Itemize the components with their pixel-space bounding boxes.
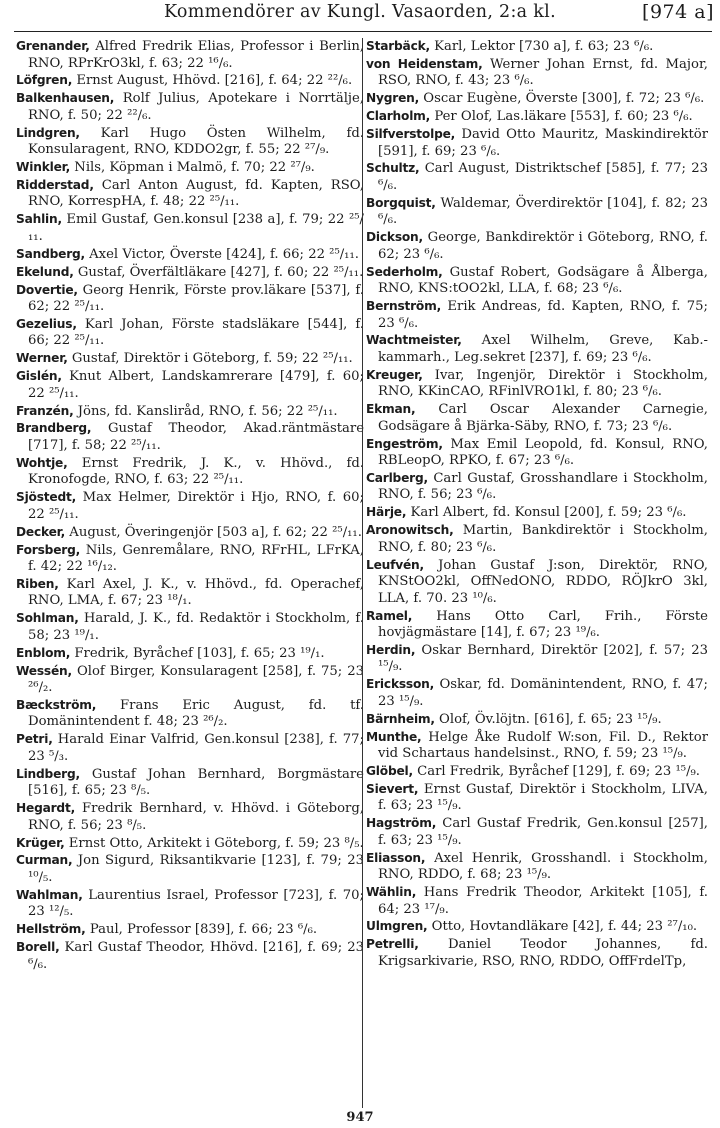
entry-surname: Dickson, xyxy=(366,230,423,245)
register-entry xyxy=(366,676,708,710)
entry-surname: Hellström, xyxy=(16,922,86,937)
register-entry xyxy=(16,264,364,282)
entry-surname: Borgquist, xyxy=(366,195,436,210)
entry-details: Knut Albert, Landskamrerare [479], f. 60; 22 ²⁵/₁₁. xyxy=(28,369,364,401)
entry-details: Karl Axel, J. K., v. Hhövd., fd. Operachef, RNO, LMA, f. 67; 23 ¹⁸/₁. xyxy=(28,576,364,609)
entry-surname: Borell, xyxy=(16,940,60,955)
register-entry xyxy=(366,401,708,435)
register-entry xyxy=(16,663,364,697)
register-entry xyxy=(16,645,364,663)
entry-surname: Balkenhausen, xyxy=(16,91,115,106)
entry-details: Carl Gustaf, Grosshandlare i Stockholm, RNO, f. 56; 23 ⁶/₆. xyxy=(378,470,708,503)
entry-surname: Ericksson, xyxy=(366,677,435,692)
entry-surname: Starbäck, xyxy=(366,39,430,53)
entry-surname: Decker, xyxy=(16,524,66,539)
register-entry xyxy=(366,504,708,522)
register-entry xyxy=(16,576,364,610)
register-entry xyxy=(366,815,708,849)
entry-details: Axel Henrik, Grosshandl. i Stockholm, RNO, RDDO, f. 68; 23 ¹⁵/₉. xyxy=(378,850,708,883)
register-entry xyxy=(16,177,364,211)
entry-details: Erik Andreas, fd. Kapten, RNO, f. 75; 23 ⁶/₆. xyxy=(378,299,708,331)
entry-details: Per Olof, Las.läkare [553], f. 60; 23 ⁶/₆. xyxy=(430,109,693,125)
entry-details: Rolf Julius, Apotekare i Norrtälje, RNO, f. 50; 22 ²²/₆. xyxy=(28,91,364,123)
entry-details: Olof, Öv.löjtn. [616], f. 65; 23 ¹⁵/₉. xyxy=(434,711,662,727)
entry-details: Gustaf Theodor, Akad.räntmästare [717], f. 58; 22 ²⁵/₁₁. xyxy=(28,421,364,453)
register-entry xyxy=(16,211,364,245)
entry-details: Carl August, Distriktschef [585], f. 77; 23 ⁶/₆. xyxy=(378,161,708,193)
register-entry xyxy=(366,557,708,608)
register-entry xyxy=(16,368,364,402)
register-entry xyxy=(366,918,708,936)
entry-surname: Eliasson, xyxy=(366,850,426,865)
register-entry xyxy=(16,887,364,921)
register-entry xyxy=(366,884,708,918)
entry-surname: Nygren, xyxy=(366,91,420,106)
entry-details: Daniel Teodor Johannes, fd. Krigsarkivarie, RSO, RNO, RDDO, OffFrdelTp, xyxy=(378,937,708,969)
entry-details: Max Emil Leopold, fd. Konsul, RNO, RBLeopO, RPKO, f. 67; 23 ⁶/₆. xyxy=(378,436,708,469)
entry-details: Alfred Fredrik Elias, Professor i Berlin, RNO, RPrKrO3kl, f. 63; 22 ¹⁶/₆. xyxy=(28,39,364,71)
register-entry xyxy=(16,766,364,800)
entry-surname: Brandberg, xyxy=(16,421,92,436)
entry-details: Axel Victor, Överste [424], f. 66; 22 ²⁵/₁₁. xyxy=(84,246,359,262)
entry-surname: Wohtje, xyxy=(16,455,68,470)
entry-surname: Dovertie, xyxy=(16,282,78,297)
register-entry xyxy=(366,729,708,763)
entry-surname: Sederholm, xyxy=(366,264,443,279)
entry-details: Karl Hugo Östen Wilhelm, fd. Konsularagent, RNO, KDDO2gr, f. 55; 22 ²⁷/₉. xyxy=(28,125,364,158)
column-divider xyxy=(362,38,363,1108)
register-entry xyxy=(366,781,708,815)
entry-details: Hans Fredrik Theodor, Arkitekt [105], f. 64; 23 ¹⁷/₉. xyxy=(378,885,708,917)
entry-surname: Wählin, xyxy=(366,885,417,900)
entry-surname: Sandberg, xyxy=(16,246,85,261)
entry-details: Fredrik Bernhard, v. Hhövd. i Göteborg, RNO, f. 56; 23 ⁸/₅. xyxy=(28,801,364,833)
entry-surname: Lindberg, xyxy=(16,766,80,781)
entry-details: Gustaf, Överfältläkare [427], f. 60; 22 ²⁵/₁₁. xyxy=(73,264,364,280)
entry-details: Karl Albert, fd. Konsul [200], f. 59; 23 ⁶/₆. xyxy=(406,505,687,521)
register-entry xyxy=(16,455,364,489)
entry-surname: Ridderstad, xyxy=(16,177,94,192)
register-entry xyxy=(366,56,708,90)
entry-details: Ivar, Ingenjör, Direktör i Stockholm, RNO, KKinCAO, RFinlVRO1kl, f. 80; 23 ⁶/₆. xyxy=(378,367,708,400)
entry-surname: Löfgren, xyxy=(16,73,73,88)
entry-details: Carl Fredrik, Byråchef [129], f. 69; 23 ¹⁵/₉. xyxy=(412,763,700,779)
entry-surname: Krüger, xyxy=(16,835,65,850)
register-entry xyxy=(16,800,364,834)
entry-details: Max Helmer, Direktör i Hjo, RNO, f. 60; 22 ²⁵/₁₁. xyxy=(28,490,364,522)
entry-surname: Forsberg, xyxy=(16,542,81,557)
register-entry xyxy=(366,763,708,781)
register-entry xyxy=(366,108,708,126)
register-entry xyxy=(16,731,364,765)
register-entry xyxy=(16,489,364,523)
entry-details: Frans Eric August, fd. tf. Domänintendent f. 48; 23 ²⁶/₂. xyxy=(28,697,364,730)
entry-details: Waldemar, Överdirektör [104], f. 82; 23 ⁶/₆. xyxy=(378,195,708,228)
entry-details: Carl Anton August, fd. Kapten, RSO, RNO, KorrespHA, f. 48; 22 ²⁵/₁₁. xyxy=(28,177,364,210)
register-entry xyxy=(16,610,364,644)
register-entry xyxy=(16,246,364,264)
entry-details: Axel Wilhelm, Greve, Kab.-kammarh., Leg.sekret [237], f. 69; 23 ⁶/₆. xyxy=(378,333,708,365)
entry-details: Werner Johan Ernst, fd. Major, RSO, RNO, f. 43; 23 ⁶/₆. xyxy=(378,56,708,89)
register-entry xyxy=(16,159,364,177)
register-entry xyxy=(16,125,364,159)
entry-surname: Curman, xyxy=(16,853,73,868)
entry-details: Oskar, fd. Domänintendent, RNO, f. 47; 23 ¹⁵/₉. xyxy=(378,677,708,709)
entry-surname: Kreuger, xyxy=(366,367,423,382)
entry-details: Carl Gustaf Fredrik, Gen.konsul [257], f. 63; 23 ¹⁵/₉. xyxy=(378,816,708,848)
entry-surname: Herdin, xyxy=(366,642,416,657)
entry-surname: Glöbel, xyxy=(366,763,413,778)
entry-surname: Sjöstedt, xyxy=(16,490,77,505)
register-entry xyxy=(366,298,708,332)
entry-surname: Hagström, xyxy=(366,816,437,831)
entry-details: Karl Johan, Förste stadsläkare [544], f. 66; 22 ²⁵/₁₁. xyxy=(28,316,364,349)
entry-surname: Bärnheim, xyxy=(366,711,435,726)
entry-details: Laurentius Israel, Professor [723], f. 70; 23 ¹²/₅. xyxy=(28,887,364,920)
register-entry xyxy=(366,332,708,366)
entry-surname: Petri, xyxy=(16,732,53,747)
entry-details: Karl, Lektor [730 a], f. 63; 23 ⁶/₆. xyxy=(429,39,654,54)
register-entry xyxy=(16,350,364,368)
register-entry xyxy=(16,921,364,939)
register-entry xyxy=(16,697,364,731)
entry-surname: Wachtmeister, xyxy=(366,333,462,348)
entry-surname: Sahlin, xyxy=(16,212,62,227)
entry-details: David Otto Mauritz, Maskindirektör [591], f. 69; 23 ⁶/₆. xyxy=(378,127,708,159)
entry-details: Martin, Bankdirektör i Stockholm, RNO, f. 80; 23 ⁶/₆. xyxy=(378,523,708,555)
entry-details: Georg Henrik, Förste prov.läkare [537], f. 62; 22 ²⁵/₁₁. xyxy=(28,282,364,315)
entry-details: Emil Gustaf, Gen.konsul [238 a], f. 79; 22 ²⁵/₁₁. xyxy=(28,212,364,244)
entry-surname: Leufvén, xyxy=(366,557,424,572)
register-entry xyxy=(366,436,708,470)
entry-details: George, Bankdirektör i Göteborg, RNO, f. 62; 23 ⁶/₆. xyxy=(378,230,708,262)
entry-surname: Gislén, xyxy=(16,369,62,384)
register-entry xyxy=(366,90,708,108)
left-column xyxy=(16,38,364,1108)
entry-surname: Werner, xyxy=(16,351,68,366)
entry-details: Hans Otto Carl, Frih., Förste hovjägmästare [14], f. 67; 23 ¹⁹/₆. xyxy=(378,608,708,641)
register-entry xyxy=(366,367,708,401)
entry-details: Oscar Eugène, Överste [300], f. 72; 23 ⁶/₆. xyxy=(419,91,705,107)
register-entry xyxy=(366,38,708,56)
entry-surname: Enblom, xyxy=(16,645,71,660)
entry-details: Karl Gustaf Theodor, Hhövd. [216], f. 69; 23 ⁶/₆. xyxy=(28,940,364,972)
entry-details: Gustaf Robert, Godsägare å Ålberga, RNO, KNS:tOO2kl, LLA, f. 68; 23 ⁶/₆. xyxy=(378,264,708,297)
register-entry xyxy=(16,420,364,454)
entry-details: Ernst August, Hhövd. [216], f. 64; 22 ²²/₆. xyxy=(72,73,353,89)
entry-surname: Wessén, xyxy=(16,663,72,678)
entry-surname: Gezelius, xyxy=(16,316,77,331)
entry-surname: Sievert, xyxy=(366,781,419,796)
entry-surname: Carlberg, xyxy=(366,470,428,485)
entry-details: Ernst Fredrik, J. K., v. Hhövd., fd. Kronofogde, RNO, f. 63; 22 ²⁵/₁₁. xyxy=(28,455,364,488)
entry-surname: Ramel, xyxy=(366,608,413,623)
entry-surname: von Heidenstam, xyxy=(366,56,483,71)
entry-details: Helge Åke Rudolf W:son, Fil. D., Rektor vid Schartaus handelsinst., RNO, f. 59; 23 ¹⁵/₉. xyxy=(378,729,708,762)
entry-surname: Silfverstolpe, xyxy=(366,127,456,142)
entry-details: August, Överingenjör [503 a], f. 62; 22 ²⁵/₁₁. xyxy=(65,524,362,540)
register-entry xyxy=(16,403,364,421)
entry-surname: Sohlman, xyxy=(16,611,79,626)
page-header xyxy=(0,0,720,36)
register-entry xyxy=(366,522,708,556)
register-entry xyxy=(366,229,708,263)
register-entry xyxy=(16,939,364,973)
register-entry xyxy=(366,936,708,970)
register-entry xyxy=(366,608,708,642)
entry-details: Nils, Köpman i Malmö, f. 70; 22 ²⁷/₉. xyxy=(70,160,315,176)
entry-surname: Wahlman, xyxy=(16,887,83,902)
entry-surname: Engeström, xyxy=(366,436,443,451)
entry-surname: Aronowitsch, xyxy=(366,523,454,538)
entry-details: Ernst Gustaf, Direktör i Stockholm, LIVA, f. 63; 23 ¹⁵/₉. xyxy=(378,781,708,814)
entry-details: Ernst Otto, Arkitekt i Göteborg, f. 59; 23 ⁸/₅. xyxy=(64,835,364,851)
register-entry xyxy=(366,470,708,504)
entry-surname: Ulmgren, xyxy=(366,919,428,934)
right-column xyxy=(366,38,708,1108)
entry-surname: Schultz, xyxy=(366,161,420,176)
entry-details: Harald, J. K., fd. Redaktör i Stockholm, f. 58; 23 ¹⁹/₁. xyxy=(28,611,364,643)
entry-surname: Franzén, xyxy=(16,403,74,418)
register-entry xyxy=(16,835,364,853)
entry-surname: Härje, xyxy=(366,505,407,520)
entry-details: Gustaf Johan Bernhard, Borgmästare [516], f. 65; 23 ⁸/₅. xyxy=(28,766,364,799)
entry-details: Nils, Genremålare, RNO, RFrHL, LFrKA, f. 42; 22 ¹⁶/₁₂. xyxy=(28,542,364,575)
entry-details: Johan Gustaf J:son, Direktör, RNO, KNStOO2kl, OffNedONO, RDDO, RÖJkrO 3kl, LLA, f. 70. 23 ¹⁰/₆. xyxy=(378,557,708,606)
entry-details: Olof Birger, Konsularagent [258], f. 75; 23 ²⁶/₂. xyxy=(28,663,364,696)
entry-details: Paul, Professor [839], f. 66; 23 ⁶/₆. xyxy=(85,922,318,938)
entry-details: Fredrik, Byråchef [103], f. 65; 23 ¹⁹/₁. xyxy=(70,645,325,661)
entry-surname: Grenander, xyxy=(16,39,90,53)
entry-surname: Bernström, xyxy=(366,299,442,314)
entry-details: Jon Sigurd, Riksantikvarie [123], f. 79; 23 ¹⁰/₅. xyxy=(28,853,364,885)
entry-surname: Riben, xyxy=(16,576,59,591)
register-entry xyxy=(366,160,708,194)
register-entry xyxy=(16,72,364,90)
register-entry xyxy=(16,542,364,576)
header-rule xyxy=(14,31,712,32)
entry-details: Otto, Hovtandläkare [42], f. 44; 23 ²⁷/₁₀. xyxy=(427,919,698,935)
entry-surname: Lindgren, xyxy=(16,125,80,140)
entry-surname: Bæckström, xyxy=(16,697,97,712)
entry-surname: Hegardt, xyxy=(16,801,76,816)
page-title: Kommendörer av Kungl. Vasaorden, 2:a kl. xyxy=(164,2,556,22)
register-entry xyxy=(16,38,364,72)
register-entry xyxy=(16,524,364,542)
entry-details: Jöns, fd. Kanslіråd, RNO, f. 56; 22 ²⁵/₁₁. xyxy=(73,403,338,419)
entry-surname: Munthe, xyxy=(366,729,422,744)
page-number: 947 xyxy=(346,1110,374,1125)
entry-surname: Petrelli, xyxy=(366,937,419,952)
register-entry xyxy=(16,90,364,124)
entry-details: Harald Einar Valfrid, Gen.konsul [238], f. 77; 23 ⁵/₃. xyxy=(28,732,364,764)
register-entry xyxy=(16,852,364,886)
entry-surname: Clarholm, xyxy=(366,109,431,124)
register-entry xyxy=(366,126,708,160)
entry-surname: Ekelund, xyxy=(16,264,74,279)
entry-details: Carl Oscar Alexander Carnegie, Godsägare å Bjärka-Säby, RNO, f. 73; 23 ⁶/₆. xyxy=(378,402,708,434)
entry-details: Oskar Bernhard, Direktör [202], f. 57; 23 ¹⁵/₉. xyxy=(378,642,708,675)
register-entry xyxy=(366,195,708,229)
register-entry xyxy=(366,264,708,298)
register-entry xyxy=(16,316,364,350)
register-entry xyxy=(366,642,708,676)
page-reference: [974 a] xyxy=(642,1,714,23)
entry-details: Gustaf, Direktör i Göteborg, f. 59; 22 ²⁵/₁₁. xyxy=(67,351,353,367)
register-entry xyxy=(16,282,364,316)
register-entry xyxy=(366,850,708,884)
register-entry xyxy=(366,711,708,729)
entry-surname: Winkler, xyxy=(16,160,71,175)
entry-surname: Ekman, xyxy=(366,402,416,417)
